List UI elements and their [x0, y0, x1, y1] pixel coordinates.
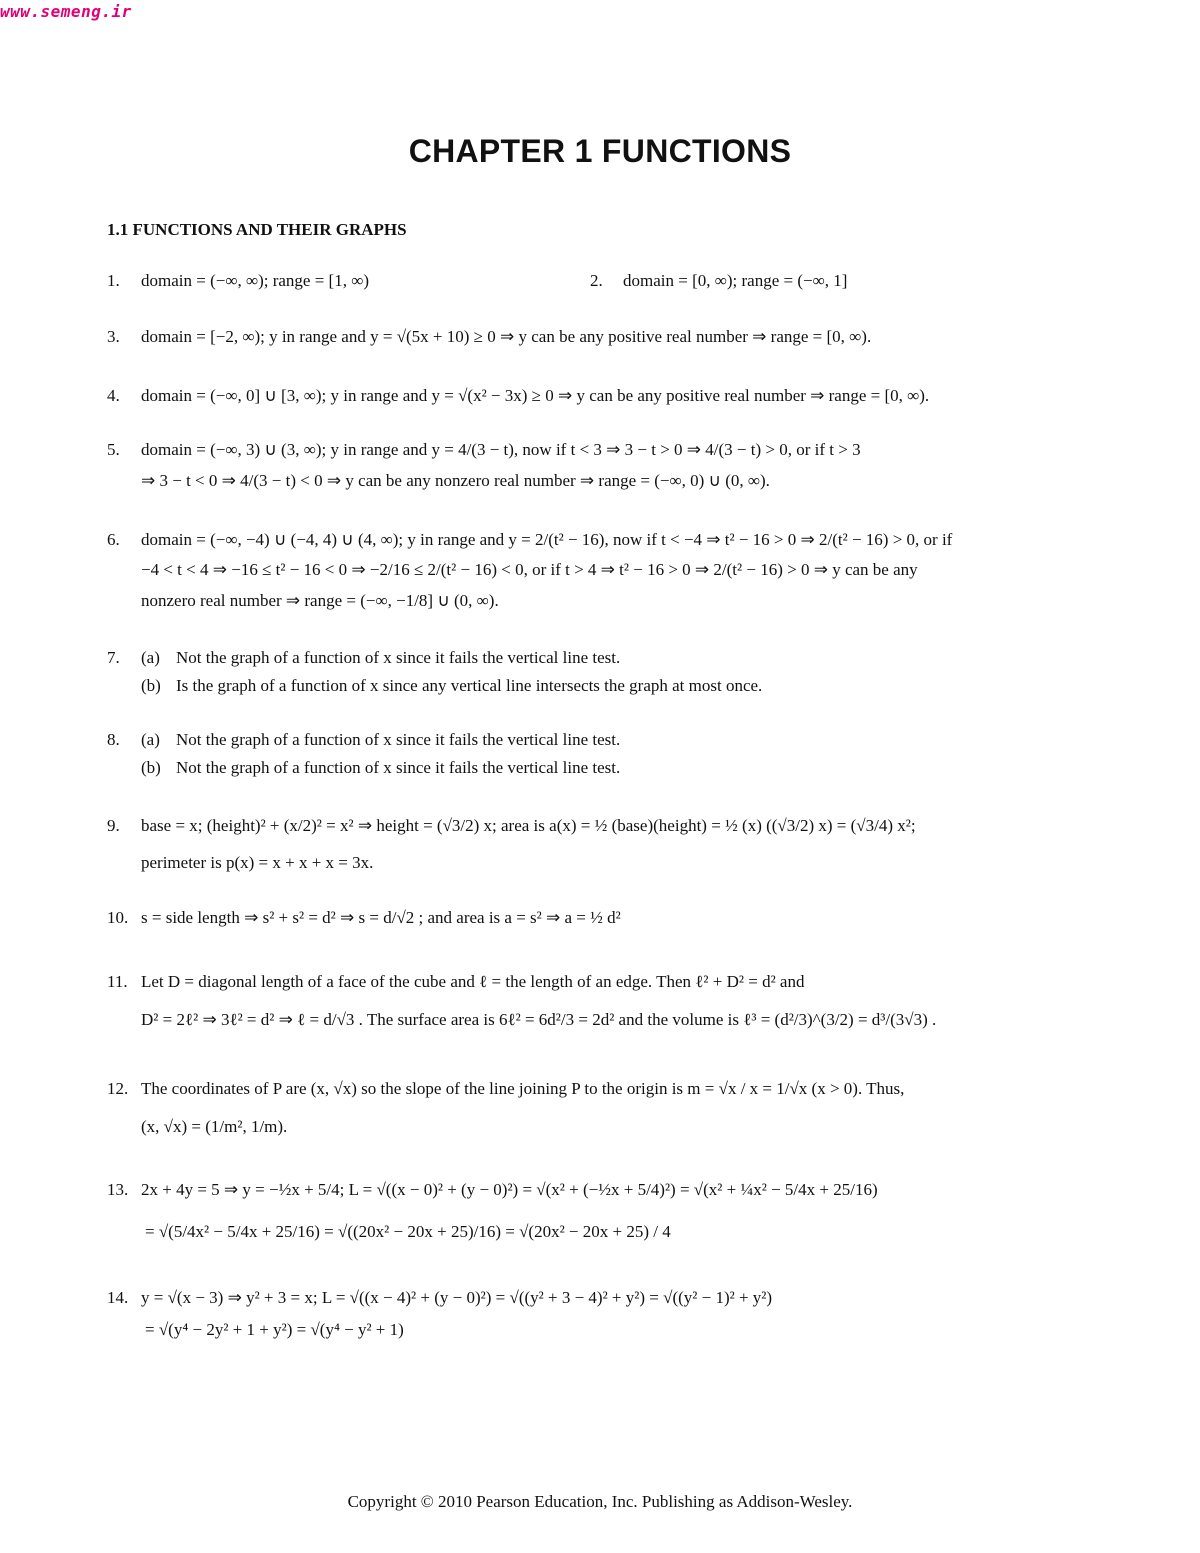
problem-text: domain = (−∞, −4) ∪ (−4, 4) ∪ (4, ∞); y in range and y = 2/(t² − 16), now if t < −4 ⇒ t² − 16 > 0 ⇒ 2/(t² − 16) > 0, or if [141, 530, 953, 549]
problem-number: 11. [107, 972, 128, 991]
problem-line [107, 1220, 1117, 1244]
problem-text: The coordinates of P are (x, √x) so the slope of the line joining P to the origin is m = √x / x = 1/√x (x > 0). Thus, [141, 1079, 905, 1098]
watermark: www.semeng.ir [0, 2, 132, 21]
problem-text: = √(y⁴ − 2y² + 1 + y²) = √(y⁴ − y² + 1) [145, 1320, 404, 1339]
problem-line [107, 814, 1117, 851]
problem-number: 3. [107, 327, 120, 346]
problem-13 [107, 1178, 1117, 1244]
problem-11 [107, 970, 1117, 1032]
problem-text: = √(5/4x² − 5/4x + 25/16) = √((20x² − 20x + 25)/16) = √(20x² − 20x + 25) / 4 [145, 1222, 671, 1241]
problem-line [107, 851, 1117, 875]
problem-text: Not the graph of a function of x since it fails the vertical line test. [176, 758, 621, 777]
problem-number: 5. [107, 440, 120, 459]
problem-line [107, 528, 1117, 558]
problem-number: 2. [590, 271, 603, 290]
problem-10 [107, 906, 1117, 930]
problem-text: (x, √x) = (1/m², 1/m). [141, 1117, 288, 1136]
problem-7 [107, 646, 1117, 698]
problem-line [107, 674, 1117, 698]
problem-text: perimeter is p(x) = x + x + x = 3x. [141, 853, 374, 872]
problem-line [107, 756, 1117, 780]
problem-number: 14. [107, 1288, 129, 1307]
problem-line [107, 1115, 1117, 1139]
problem-text: Not the graph of a function of x since it fails the vertical line test. [176, 648, 621, 667]
problem-text: s = side length ⇒ s² + s² = d² ⇒ s = d/√2 ; and area is a = s² ⇒ a = ½ d² [141, 908, 621, 927]
problem-text: nonzero real number ⇒ range = (−∞, −1/8] ∪ (0, ∞). [141, 591, 499, 610]
problem-text: domain = (−∞, 3) ∪ (3, ∞); y in range and y = 4/(3 − t), now if t < 3 ⇒ 3 − t > 0 ⇒ 4/(3 − t) > 0, or if t > 3 [141, 440, 861, 459]
problem-line [107, 970, 1117, 1008]
problem-text: domain = (−∞, ∞); range = [1, ∞) [141, 271, 369, 290]
problem-text: Is the graph of a function of x since any vertical line intersects the graph at most once. [176, 676, 763, 695]
problem-line [107, 728, 1117, 756]
problem-text: y = √(x − 3) ⇒ y² + 3 = x; L = √((x − 4)² + (y − 0)²) = √((y² + 3 − 4)² + y²) = √((y² − 1)² + y²) [141, 1288, 773, 1307]
problem-line [107, 589, 1117, 613]
problem-8 [107, 728, 1117, 780]
part-label: (b) [141, 758, 161, 777]
problem-text: domain = (−∞, 0] ∪ [3, ∞); y in range and y = √(x² − 3x) ≥ 0 ⇒ y can be any positive real number ⇒ range = [0, ∞). [141, 386, 930, 405]
problem-number: 6. [107, 530, 120, 549]
problem-number: 8. [107, 730, 120, 749]
problem-line [107, 469, 1117, 493]
problem-text: domain = [0, ∞); range = (−∞, 1] [623, 271, 848, 290]
problem-number: 4. [107, 386, 120, 405]
problem-text: ⇒ 3 − t < 0 ⇒ 4/(3 − t) < 0 ⇒ y can be any nonzero real number ⇒ range = (−∞, 0) ∪ (0, ∞). [141, 471, 770, 490]
problem-14 [107, 1286, 1117, 1342]
problem-12 [107, 1077, 1117, 1139]
problem-line [107, 558, 1117, 589]
chapter-title: CHAPTER 1 FUNCTIONS [408, 133, 792, 169]
problem-1-2 [107, 269, 1117, 293]
problem-line [107, 1286, 1117, 1318]
problem-text: −4 < t < 4 ⇒ −16 ≤ t² − 16 < 0 ⇒ −2/16 ≤ 2/(t² − 16) < 0, or if t > 4 ⇒ t² − 16 > 0 ⇒ 2/(t² − 16) > 0 ⇒ y can be any [141, 560, 918, 579]
problem-number: 9. [107, 816, 120, 835]
part-label: (a) [141, 648, 160, 667]
problem-9 [107, 814, 1117, 875]
problem-line [107, 1008, 1117, 1032]
problem-text: D² = 2ℓ² ⇒ 3ℓ² = d² ⇒ ℓ = d/√3 . The surface area is 6ℓ² = 6d²/3 = 2d² and the volume is ℓ³ = (d²/3)^(3/2) = d³/(3√3) . [141, 1010, 937, 1029]
problem-line [107, 384, 1117, 408]
problem-line [107, 325, 1117, 349]
problem-line [107, 438, 1117, 469]
part-label: (b) [141, 676, 161, 695]
section-title: 1.1 FUNCTIONS AND THEIR GRAPHS [107, 220, 407, 239]
problem-6 [107, 528, 1117, 613]
problem-text: Let D = diagonal length of a face of the cube and ℓ = the length of an edge. Then ℓ² + D² = d² and [141, 972, 805, 991]
problem-5 [107, 438, 1117, 493]
problem-4 [107, 384, 1117, 408]
problem-line [107, 646, 1117, 674]
problem-line [107, 906, 1117, 930]
problem-line [107, 1077, 1117, 1115]
problem-number: 12. [107, 1079, 129, 1098]
problem-line [107, 1178, 1117, 1220]
problem-line [107, 269, 1117, 293]
problem-number: 7. [107, 648, 120, 667]
problem-text: domain = [−2, ∞); y in range and y = √(5x + 10) ≥ 0 ⇒ y can be any positive real number ⇒ range = [0, ∞). [141, 327, 872, 346]
part-label: (a) [141, 730, 160, 749]
problem-number: 1. [107, 271, 120, 290]
problem-text: Not the graph of a function of x since it fails the vertical line test. [176, 730, 621, 749]
problem-text: base = x; (height)² + (x/2)² = x² ⇒ height = (√3/2) x; area is a(x) = ½ (base)(height) = ½ (x) ((√3/2) x) = (√3/4) x²; [141, 816, 916, 835]
problem-number: 10. [107, 908, 129, 927]
problem-line [107, 1318, 1117, 1342]
copyright-footer: Copyright © 2010 Pearson Education, Inc. Publishing as Addison-Wesley. [347, 1492, 853, 1511]
problem-text: 2x + 4y = 5 ⇒ y = −½x + 5/4; L = √((x − 0)² + (y − 0)²) = √(x² + (−½x + 5/4)²) = √(x² + ¼x² − 5/4x + 25/16) [141, 1180, 878, 1199]
problem-3 [107, 325, 1117, 349]
problem-number: 13. [107, 1180, 129, 1199]
